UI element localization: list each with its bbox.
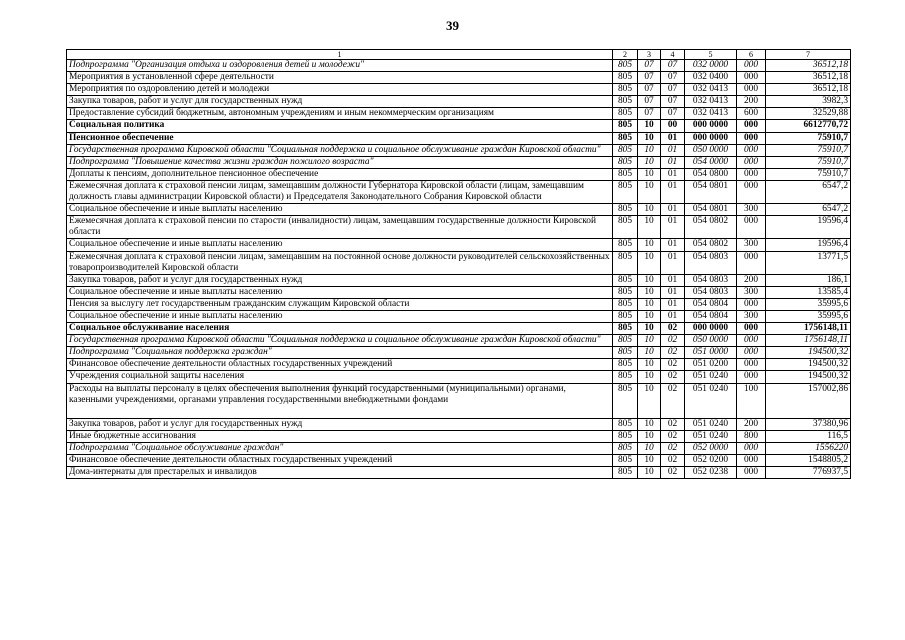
section-code-cell: 10 — [638, 430, 661, 442]
subsection-code-cell: 02 — [661, 442, 685, 454]
target-article-code-cell: 032 0413 — [685, 96, 737, 108]
subsection-code-cell: 07 — [661, 72, 685, 84]
amount-cell: 36512,18 — [766, 84, 851, 96]
subsection-code-cell: 02 — [661, 418, 685, 430]
section-code-cell: 10 — [638, 239, 661, 251]
item-name-cell: Мероприятия по оздоровлению детей и молодежи — [67, 84, 613, 96]
target-article-code-cell: 054 0801 — [685, 204, 737, 216]
section-code-cell: 07 — [638, 60, 661, 72]
amount-cell: 194500,32 — [766, 347, 851, 359]
expense-type-code-cell: 000 — [737, 298, 766, 310]
subsection-code-cell: 01 — [661, 239, 685, 251]
target-article-code-cell: 032 0413 — [685, 108, 737, 120]
section-code-cell: 10 — [638, 323, 661, 335]
amount-cell: 116,5 — [766, 430, 851, 442]
amount-cell: 157002,86 — [766, 383, 851, 418]
target-article-code-cell: 052 0238 — [685, 466, 737, 478]
item-name-cell: Учреждения социальной защиты населения — [67, 371, 613, 383]
expense-type-code-cell: 000 — [737, 60, 766, 72]
item-name-cell: Социальное обеспечение и иные выплаты населению — [67, 286, 613, 298]
section-code-cell: 10 — [638, 204, 661, 216]
ministry-code-cell: 805 — [613, 430, 638, 442]
expense-type-code-cell: 000 — [737, 442, 766, 454]
item-name-cell: Подпрограмма "Социальное обслуживание граждан" — [67, 442, 613, 454]
table-row — [67, 310, 851, 322]
expense-type-code-cell: 300 — [737, 204, 766, 216]
table-row — [67, 60, 851, 72]
target-article-code-cell: 000 0000 — [685, 132, 737, 144]
ministry-code-cell: 805 — [613, 239, 638, 251]
amount-cell: 75910,7 — [766, 144, 851, 156]
ministry-code-cell: 805 — [613, 274, 638, 286]
subsection-code-cell: 00 — [661, 120, 685, 132]
subsection-code-cell: 02 — [661, 466, 685, 478]
target-article-code-cell: 054 0803 — [685, 251, 737, 274]
amount-cell: 35995,6 — [766, 310, 851, 322]
table-row — [67, 120, 851, 132]
column-header: 6 — [737, 50, 766, 60]
ministry-code-cell: 805 — [613, 466, 638, 478]
subsection-code-cell: 01 — [661, 216, 685, 239]
expense-type-code-cell: 300 — [737, 286, 766, 298]
target-article-code-cell: 054 0803 — [685, 286, 737, 298]
ministry-code-cell: 805 — [613, 72, 638, 84]
section-code-cell: 10 — [638, 132, 661, 144]
ministry-code-cell: 805 — [613, 347, 638, 359]
target-article-code-cell: 000 0000 — [685, 323, 737, 335]
ministry-code-cell: 805 — [613, 216, 638, 239]
amount-cell: 186,1 — [766, 274, 851, 286]
amount-cell: 35995,6 — [766, 298, 851, 310]
ministry-code-cell: 805 — [613, 120, 638, 132]
section-code-cell: 10 — [638, 298, 661, 310]
expense-type-code-cell: 000 — [737, 72, 766, 84]
subsection-code-cell: 07 — [661, 108, 685, 120]
subsection-code-cell: 01 — [661, 180, 685, 203]
ministry-code-cell: 805 — [613, 323, 638, 335]
amount-cell: 1756148,11 — [766, 323, 851, 335]
ministry-code-cell: 805 — [613, 204, 638, 216]
target-article-code-cell: 051 0240 — [685, 383, 737, 418]
ministry-code-cell: 805 — [613, 84, 638, 96]
section-code-cell: 10 — [638, 168, 661, 180]
target-article-code-cell: 051 0240 — [685, 430, 737, 442]
amount-cell: 36512,18 — [766, 72, 851, 84]
target-article-code-cell: 052 0200 — [685, 454, 737, 466]
ministry-code-cell: 805 — [613, 454, 638, 466]
expense-type-code-cell: 000 — [737, 371, 766, 383]
item-name-cell: Ежемесячная доплата к страховой пенсии по старости (инвалидности) лицам, замещавшим государственные должности Кировской области — [67, 216, 613, 239]
table-row — [67, 274, 851, 286]
item-name-cell: Социальная политика — [67, 120, 613, 132]
section-code-cell: 10 — [638, 442, 661, 454]
item-name-cell: Социальное обеспечение и иные выплаты населению — [67, 204, 613, 216]
expense-type-code-cell: 000 — [737, 84, 766, 96]
expense-type-code-cell: 000 — [737, 168, 766, 180]
target-article-code-cell: 051 0200 — [685, 359, 737, 371]
subsection-code-cell: 01 — [661, 286, 685, 298]
subsection-code-cell: 07 — [661, 96, 685, 108]
table-row — [67, 168, 851, 180]
item-name-cell: Финансовое обеспечение деятельности областных государственных учреждений — [67, 454, 613, 466]
table-row — [67, 144, 851, 156]
section-code-cell: 10 — [638, 180, 661, 203]
target-article-code-cell: 054 0800 — [685, 168, 737, 180]
section-code-cell: 10 — [638, 120, 661, 132]
amount-cell: 75910,7 — [766, 132, 851, 144]
subsection-code-cell: 01 — [661, 168, 685, 180]
table-row — [67, 132, 851, 144]
section-code-cell: 10 — [638, 466, 661, 478]
table-row — [67, 335, 851, 347]
expense-type-code-cell: 000 — [737, 323, 766, 335]
target-article-code-cell: 032 0413 — [685, 84, 737, 96]
section-code-cell: 10 — [638, 383, 661, 418]
expense-type-code-cell: 000 — [737, 132, 766, 144]
table-row — [67, 204, 851, 216]
item-name-cell: Расходы на выплаты персоналу в целях обеспечения выполнения функций государственными (муниципальными) органами, казенными учреждениями, органами управления государственными внебюджетными фондами — [67, 383, 613, 418]
amount-cell: 6547,2 — [766, 204, 851, 216]
item-name-cell: Подпрограмма "Организация отдыха и оздоровления детей и молодежи" — [67, 60, 613, 72]
section-code-cell: 07 — [638, 108, 661, 120]
expense-type-code-cell: 200 — [737, 418, 766, 430]
expense-type-code-cell: 000 — [737, 216, 766, 239]
expense-type-code-cell: 000 — [737, 347, 766, 359]
ministry-code-cell: 805 — [613, 144, 638, 156]
table-body — [67, 60, 851, 479]
table-row — [67, 418, 851, 430]
table-row — [67, 96, 851, 108]
subsection-code-cell: 02 — [661, 454, 685, 466]
item-name-cell: Ежемесячная доплата к страховой пенсии лицам, замещавшим должности Губернатора Кировской области (лицам, замещавшим должность главы администрации Кировской области) и Председателя Законодательного Собрания Кировской области — [67, 180, 613, 203]
amount-cell: 1756148,11 — [766, 335, 851, 347]
ministry-code-cell: 805 — [613, 383, 638, 418]
target-article-code-cell: 054 0804 — [685, 310, 737, 322]
target-article-code-cell: 051 0240 — [685, 371, 737, 383]
subsection-code-cell: 02 — [661, 347, 685, 359]
section-code-cell: 10 — [638, 359, 661, 371]
target-article-code-cell: 050 0000 — [685, 144, 737, 156]
item-name-cell: Закупка товаров, работ и услуг для государственных нужд — [67, 274, 613, 286]
amount-cell: 13771,5 — [766, 251, 851, 274]
table-row — [67, 442, 851, 454]
subsection-code-cell: 01 — [661, 310, 685, 322]
ministry-code-cell: 805 — [613, 96, 638, 108]
table-row — [67, 108, 851, 120]
column-header: 7 — [766, 50, 851, 60]
item-name-cell: Государственная программа Кировской области "Социальная поддержка и социальное обслуживание граждан Кировской области" — [67, 335, 613, 347]
item-name-cell: Дома-интернаты для престарелых и инвалидов — [67, 466, 613, 478]
ministry-code-cell: 805 — [613, 156, 638, 168]
item-name-cell: Финансовое обеспечение деятельности областных государственных учреждений — [67, 359, 613, 371]
target-article-code-cell: 032 0400 — [685, 72, 737, 84]
target-article-code-cell: 000 0000 — [685, 120, 737, 132]
table-row — [67, 466, 851, 478]
table-row — [67, 359, 851, 371]
expense-type-code-cell: 600 — [737, 108, 766, 120]
table-row — [67, 84, 851, 96]
target-article-code-cell: 032 0000 — [685, 60, 737, 72]
item-name-cell: Доплаты к пенсиям, дополнительное пенсионное обеспечение — [67, 168, 613, 180]
table-row — [67, 298, 851, 310]
expense-type-code-cell: 300 — [737, 239, 766, 251]
budget-table — [66, 49, 851, 479]
ministry-code-cell: 805 — [613, 108, 638, 120]
amount-cell: 1556220 — [766, 442, 851, 454]
target-article-code-cell: 050 0000 — [685, 335, 737, 347]
ministry-code-cell: 805 — [613, 298, 638, 310]
subsection-code-cell: 07 — [661, 84, 685, 96]
ministry-code-cell: 805 — [613, 442, 638, 454]
subsection-code-cell: 02 — [661, 371, 685, 383]
amount-cell: 194500,32 — [766, 359, 851, 371]
target-article-code-cell: 054 0804 — [685, 298, 737, 310]
subsection-code-cell: 01 — [661, 274, 685, 286]
subsection-code-cell: 01 — [661, 144, 685, 156]
page-number: 39 — [446, 18, 459, 33]
expense-type-code-cell: 000 — [737, 180, 766, 203]
subsection-code-cell: 01 — [661, 251, 685, 274]
subsection-code-cell: 02 — [661, 359, 685, 371]
section-code-cell: 10 — [638, 335, 661, 347]
section-code-cell: 10 — [638, 216, 661, 239]
subsection-code-cell: 02 — [661, 335, 685, 347]
target-article-code-cell: 054 0801 — [685, 180, 737, 203]
ministry-code-cell: 805 — [613, 286, 638, 298]
ministry-code-cell: 805 — [613, 168, 638, 180]
ministry-code-cell: 805 — [613, 180, 638, 203]
section-code-cell: 10 — [638, 371, 661, 383]
item-name-cell: Пенсионное обеспечение — [67, 132, 613, 144]
expense-type-code-cell: 000 — [737, 251, 766, 274]
section-code-cell: 10 — [638, 156, 661, 168]
table-row — [67, 239, 851, 251]
table-row — [67, 383, 851, 418]
amount-cell: 75910,7 — [766, 156, 851, 168]
column-header: 4 — [661, 50, 685, 60]
section-code-cell: 10 — [638, 274, 661, 286]
item-name-cell: Подпрограмма "Повышение качества жизни граждан пожилого возраста" — [67, 156, 613, 168]
subsection-code-cell: 07 — [661, 60, 685, 72]
amount-cell: 6547,2 — [766, 180, 851, 203]
amount-cell: 36512,18 — [766, 60, 851, 72]
amount-cell: 19596,4 — [766, 216, 851, 239]
amount-cell: 13585,4 — [766, 286, 851, 298]
ministry-code-cell: 805 — [613, 371, 638, 383]
column-header: 5 — [685, 50, 737, 60]
section-code-cell: 10 — [638, 347, 661, 359]
target-article-code-cell: 052 0000 — [685, 442, 737, 454]
section-code-cell: 07 — [638, 96, 661, 108]
section-code-cell: 07 — [638, 72, 661, 84]
expense-type-code-cell: 100 — [737, 383, 766, 418]
expense-type-code-cell: 300 — [737, 310, 766, 322]
expense-type-code-cell: 000 — [737, 454, 766, 466]
item-name-cell: Государственная программа Кировской области "Социальная поддержка и социальное обслуживание граждан Кировской области" — [67, 144, 613, 156]
subsection-code-cell: 01 — [661, 132, 685, 144]
item-name-cell: Пенсия за выслугу лет государственным гражданским служащим Кировской области — [67, 298, 613, 310]
expense-type-code-cell: 000 — [737, 359, 766, 371]
table-row — [67, 286, 851, 298]
table-row — [67, 251, 851, 274]
section-code-cell: 10 — [638, 418, 661, 430]
amount-cell: 3982,3 — [766, 96, 851, 108]
amount-cell: 37380,96 — [766, 418, 851, 430]
target-article-code-cell: 054 0000 — [685, 156, 737, 168]
column-header: 2 — [613, 50, 638, 60]
table-row — [67, 180, 851, 203]
column-header: 3 — [638, 50, 661, 60]
expense-type-code-cell: 200 — [737, 96, 766, 108]
subsection-code-cell: 02 — [661, 323, 685, 335]
amount-cell: 19596,4 — [766, 239, 851, 251]
table-row — [67, 347, 851, 359]
amount-cell: 75910,7 — [766, 168, 851, 180]
expense-type-code-cell: 800 — [737, 430, 766, 442]
item-name-cell: Социальное обеспечение и иные выплаты населению — [67, 310, 613, 322]
target-article-code-cell: 051 0000 — [685, 347, 737, 359]
target-article-code-cell: 054 0802 — [685, 239, 737, 251]
ministry-code-cell: 805 — [613, 132, 638, 144]
amount-cell: 776937,5 — [766, 466, 851, 478]
subsection-code-cell: 01 — [661, 204, 685, 216]
table-row — [67, 371, 851, 383]
section-code-cell: 10 — [638, 286, 661, 298]
amount-cell: 6612770,72 — [766, 120, 851, 132]
item-name-cell: Социальное обслуживание населения — [67, 323, 613, 335]
table-row — [67, 216, 851, 239]
ministry-code-cell: 805 — [613, 335, 638, 347]
section-code-cell: 10 — [638, 144, 661, 156]
ministry-code-cell: 805 — [613, 251, 638, 274]
expense-type-code-cell: 000 — [737, 156, 766, 168]
expense-type-code-cell: 000 — [737, 335, 766, 347]
subsection-code-cell: 01 — [661, 156, 685, 168]
target-article-code-cell: 054 0803 — [685, 274, 737, 286]
expense-type-code-cell: 000 — [737, 144, 766, 156]
table-row — [67, 72, 851, 84]
expense-type-code-cell: 200 — [737, 274, 766, 286]
table-row — [67, 323, 851, 335]
item-name-cell: Подпрограмма "Социальная поддержка граждан" — [67, 347, 613, 359]
ministry-code-cell: 805 — [613, 60, 638, 72]
table-row — [67, 156, 851, 168]
section-code-cell: 10 — [638, 310, 661, 322]
item-name-cell: Мероприятия в установленной сфере деятельности — [67, 72, 613, 84]
target-article-code-cell: 054 0802 — [685, 216, 737, 239]
amount-cell: 32529,88 — [766, 108, 851, 120]
item-name-cell: Предоставление субсидий бюджетным, автономным учреждениям и иным некоммерческим организациям — [67, 108, 613, 120]
section-code-cell: 10 — [638, 251, 661, 274]
amount-cell: 1548805,2 — [766, 454, 851, 466]
table-row — [67, 430, 851, 442]
column-header: 1 — [67, 50, 613, 60]
section-code-cell: 10 — [638, 454, 661, 466]
item-name-cell: Закупка товаров, работ и услуг для государственных нужд — [67, 418, 613, 430]
subsection-code-cell: 01 — [661, 298, 685, 310]
item-name-cell: Социальное обеспечение и иные выплаты населению — [67, 239, 613, 251]
section-code-cell: 07 — [638, 84, 661, 96]
table-row — [67, 454, 851, 466]
expense-type-code-cell: 000 — [737, 120, 766, 132]
item-name-cell: Ежемесячная доплата к страховой пенсии лицам, замещавшим на постоянной основе должности руководителей сельскохозяйственных товаропроизводителей Кировской области — [67, 251, 613, 274]
ministry-code-cell: 805 — [613, 310, 638, 322]
target-article-code-cell: 051 0240 — [685, 418, 737, 430]
subsection-code-cell: 02 — [661, 430, 685, 442]
ministry-code-cell: 805 — [613, 418, 638, 430]
expense-type-code-cell: 000 — [737, 466, 766, 478]
item-name-cell: Закупка товаров, работ и услуг для государственных нужд — [67, 96, 613, 108]
table-header-row — [67, 50, 851, 60]
ministry-code-cell: 805 — [613, 359, 638, 371]
subsection-code-cell: 02 — [661, 383, 685, 418]
item-name-cell: Иные бюджетные ассигнования — [67, 430, 613, 442]
amount-cell: 194500,32 — [766, 371, 851, 383]
